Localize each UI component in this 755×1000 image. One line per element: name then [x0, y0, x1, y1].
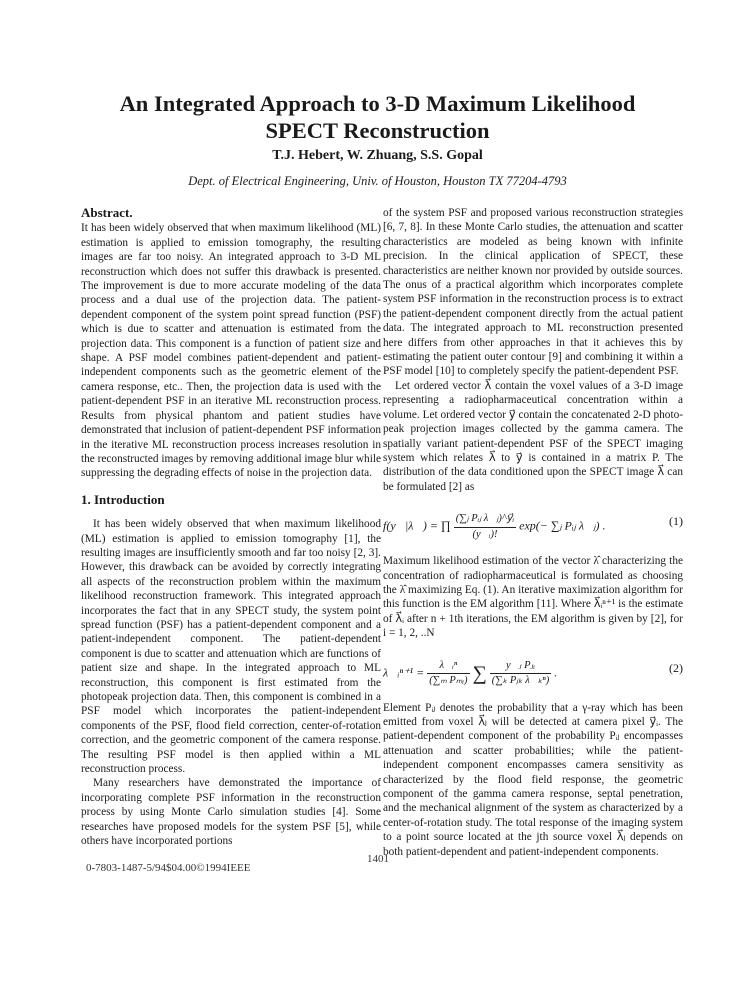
title-line-2: SPECT Reconstruction	[265, 118, 490, 143]
affiliation: Dept. of Electrical Engineering, Univ. of Houston, Houston TX 77204-4793	[188, 174, 567, 188]
paper-title	[0, 90, 755, 144]
equation-2: λ⃗ᵢⁿ⁺¹ = $\frac{\text{λ⃗ᵢⁿ}}{\text{(∑ₘ Pₘᵢ)}}$ ∑ $\frac{\text{y⃗ⱼ Pⱼᵢ}}{\text{(∑ₖ Pⱼₖ λ⃗ₖⁿ)}}$ . (2)	[383, 649, 683, 691]
authors: T.J. Hebert, W. Zhuang, S.S. Gopal	[272, 148, 483, 163]
page-number: 1401	[367, 853, 389, 865]
eq1-lhs: f(y⃗|λ⃗) = ∏	[383, 518, 451, 533]
eq1-number: (1)	[669, 514, 683, 529]
eq2-number: (2)	[669, 660, 683, 675]
eq2-sum: ∑	[472, 662, 487, 685]
abstract-text: It has been widely observed that when maximum likelihood (ML) estimation is applied to emission tomography, the resulting images are far too noisy. An integrated approach to 3-D ML reconstruction which does not suffer this drawback is presented. The improvement is due to more accurate modeling of the data process and a dual use of the projection data. The patient-dependent component of the system point spread function (PSF) which is due to scatter and attenuation is estimated from the projection data. This component is a function of patient size and shape. A PSF model combines patient-dependent and patient-independent components such as the geometric element of the camera response, etc.. Then, the projection data is used with the patient-dependent PSF in an iterative ML reconstruction process. Results from physical phantom and patient studies have demonstrated that inclusion of patient-dependent PSF information in the iterative ML reconstruction process increases resolution in the reconstructed images by removing additional image blur while suppressing the degrading effects of noise in the projection data.	[81, 222, 381, 480]
intro-paragraph-2: Many researchers have demonstrated the importance of incorporating complete PSF information in the reconstruction process by using Monte Carlo simulation studies [4]. Some researches have proposed models for the system PSF [5], while others have incorporated portions	[81, 777, 381, 848]
abstract-heading: Abstract.	[81, 205, 133, 220]
right-paragraph-1: of the system PSF and proposed various reconstruction strategies [6, 7, 8]. In these Monte Carlo studies, the attenuation and scatter characteristics are modeled as being known with infinite precision. In the clinical application of SPECT, these characteristics are neither known nor provided by outside sources. The onus of a practical algorithm which incorporates complete system PSF information in the reconstruction process is to extract the patient-dependent component directly from the actual patient data. The integrated approach to ML reconstruction presented here differs from other approaches in that it achieves this by estimating the patient outer contour [9] and combining it within a PSF model [10] to completely specify the patient-dependent PSF.	[383, 207, 683, 378]
intro-paragraph-1: It has been widely observed that when maximum likelihood (ML) estimation is applied to emission tomography [1], the resulting images are insufficiently smooth and far too noisy [2, 3]. However, this drawback can be avoided by correctly integrating all aspects of the reconstruction problem within the maximum likelihood reconstruction framework. This integrated approach incorporates the fact that in any SPECT study, the system point spread function (PSF) has a patient-dependent component and a patient-independent component. The patient-dependent component is due to scatter and attenuation which are functions of patient size and shape. In the integrated approach to ML reconstruction, this component is first estimated from the photopeak projection data. Then, this component is combined in a PSF model which incorporates the patient-independent components of the PSF, flood field correction, center-of-rotation correction, and the geometric component of the camera response. The resulting PSF model is then applied within a ML reconstruction process.	[81, 518, 381, 776]
eq2-fraction-2: $\frac{\text{y⃗ⱼ Pⱼᵢ}}{\text{(∑ₖ Pⱼₖ λ⃗ₖⁿ)}}$	[491, 659, 550, 686]
eq1-fraction: $\frac{\text{(∑ⱼ Pᵢⱼ λ⃗ⱼ)\textasciicircum{}y⃗ᵢ}}{\text{(y⃗ᵢ)!}}$	[455, 513, 515, 540]
title-line-1: An Integrated Approach to 3-D Maximum Likelihood	[119, 91, 636, 116]
eq1-rhs: exp(− ∑ⱼ Pᵢⱼ λ⃗ⱼ) .	[519, 518, 606, 533]
right-paragraph-2: Let ordered vector λ⃗ contain the voxel values of a 3-D image representing a radiopharmaceutical concentration within a volume. Let ordered vector y⃗ contain the concatenated 2-D photo-peak projection images collected by the gamma camera. The spatially variant patient-dependent PSF of the SPECT imaging system which relates λ⃗ to y⃗ is contained in a matrix P. The distribution of the data conditioned upon the SPECT image λ⃗ can be formulated [2] as	[383, 379, 683, 493]
eq2-lhs: λ⃗ᵢⁿ⁺¹ =	[383, 665, 425, 680]
left-column	[81, 206, 381, 848]
right-column	[383, 206, 683, 859]
right-paragraph-3: Maximum likelihood estimation of the vector λ̂ characterizing the concentration of radiopharmaceutical is formulated as choosing the λ̂ maximizing Eq. (1). An iterative maximization algorithm for this function is the EM algorithm [11]. Where λ⃗ᵢⁿ⁺¹ is the estimate of λ⃗ᵢ after n + 1th iterations, the EM algorithm is given by [2], for i = 1, 2, ..N	[383, 555, 683, 640]
right-paragraph-4: Element Pᵢⱼ denotes the probability that a γ-ray which has been emitted from voxel λ⃗ⱼ will be detected at camera pixel y⃗ᵢ. The patient-dependent component of the probability Pᵢⱼ encompasses attenuation and scatter probabilities; while the patient-independent component encompasses camera sensitivity as characterized by the flood field response, the geometric component of the gamma camera response, septal penetration, and the mechanical alignment of the system as characterized by a center-of-rotation study. The total response of the imaging system to a point source located at the jth source voxel λ⃗ⱼ depends on both patient-dependent and patient-independent components.	[383, 701, 683, 858]
equation-1	[383, 502, 683, 544]
copyright-notice: 0-7803-1487-5/94$04.00©1994IEEE	[86, 862, 251, 874]
introduction-heading: 1. Introduction	[81, 491, 165, 507]
eq2-fraction-1: $\frac{\text{λ⃗ᵢⁿ}}{\text{(∑ₘ Pₘᵢ)}}$	[429, 659, 468, 686]
